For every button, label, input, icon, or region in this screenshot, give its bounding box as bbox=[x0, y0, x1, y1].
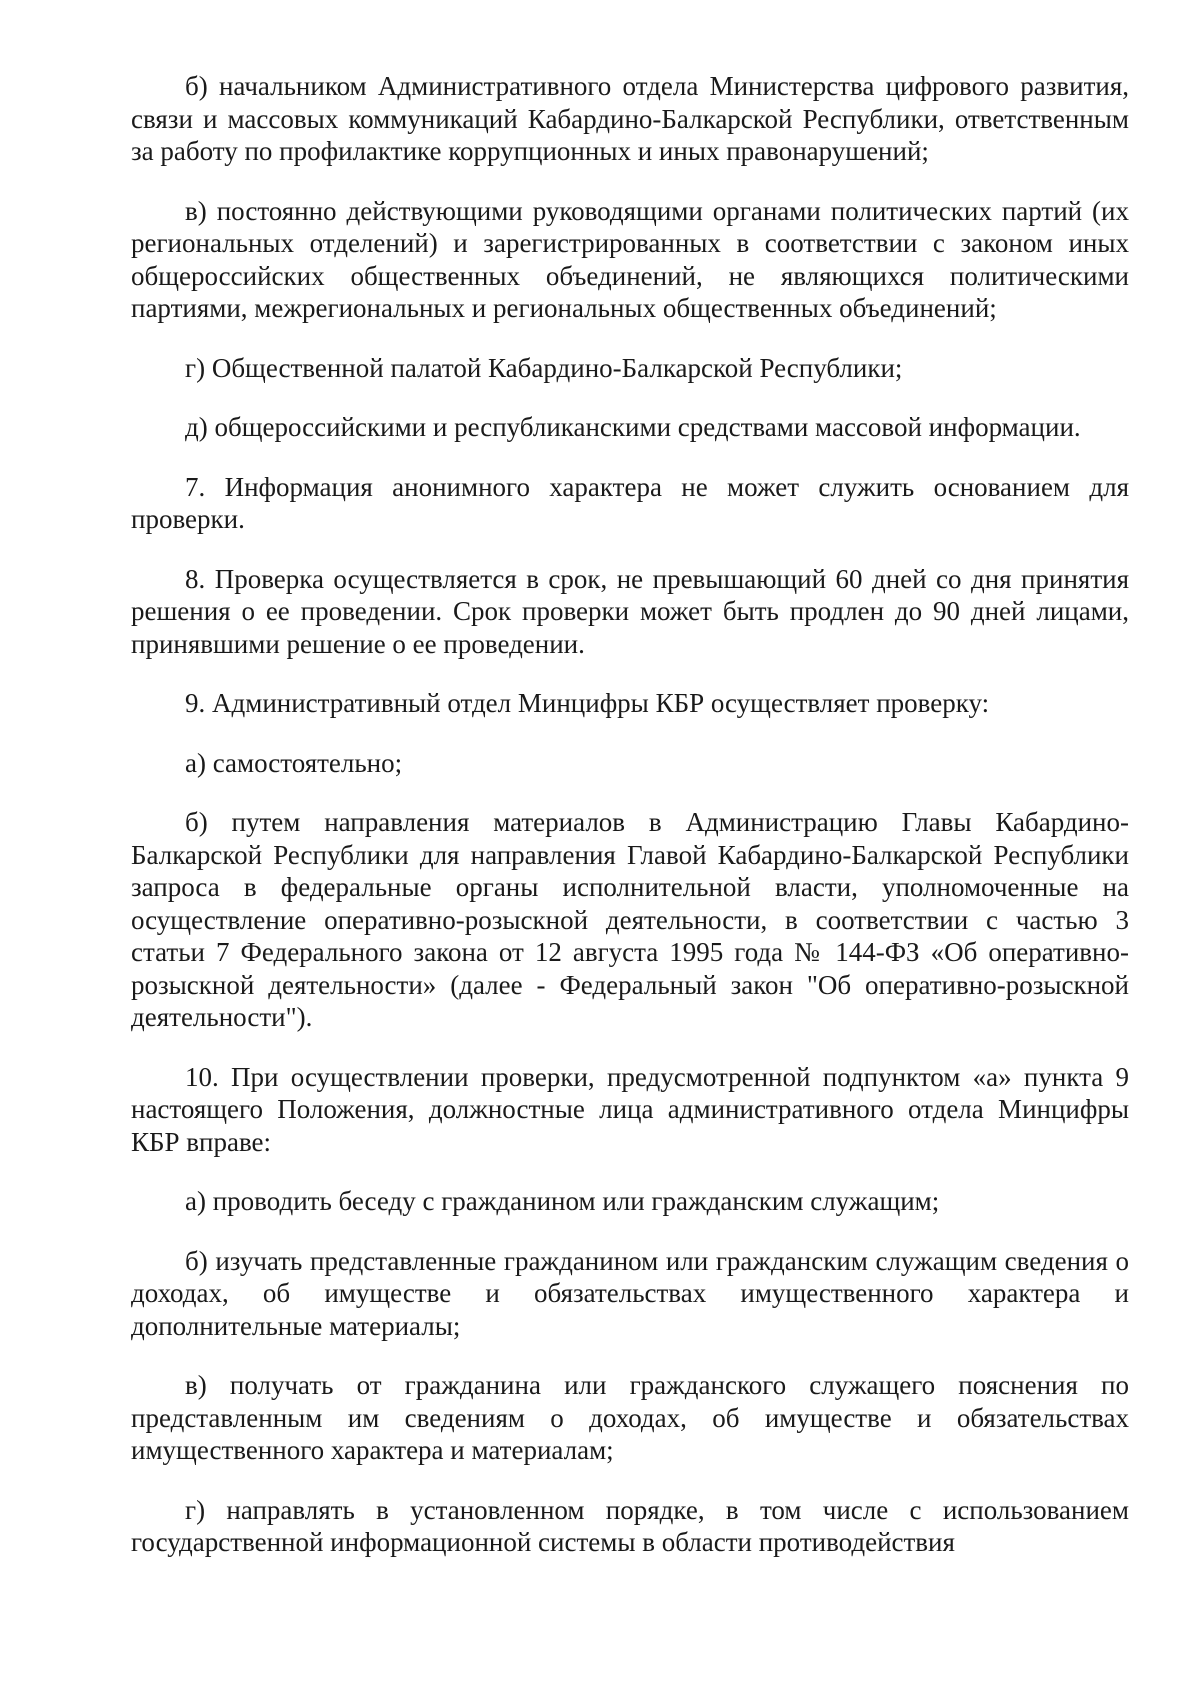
paragraph-d-mass-media: д) общероссийскими и республиканскими средствами массовой информации. bbox=[185, 412, 1081, 442]
paragraph-a-conversation: а) проводить беседу с гражданином или гражданским служащим; bbox=[185, 1186, 940, 1216]
paragraph-9-department-check: 9. Административный отдел Минцифры КБР осуществляет проверку: bbox=[185, 688, 990, 718]
paragraph-7-anonymous-info: 7. Информация анонимного характера не может служить основанием для проверки. bbox=[131, 471, 1129, 534]
paragraph-b-study-information: б) изучать представленные гражданином или гражданским служащим сведения о доходах, об имуществе и обязательствах имущественного характера и дополнительные материалы; bbox=[131, 1245, 1129, 1341]
paragraph-10-officials-rights: 10. При осуществлении проверки, предусмотренной подпунктом «а» пункта 9 настоящего Положения, должностные лица административного отдела Минцифры КБР вправе: bbox=[131, 1061, 1129, 1157]
paragraph-b-send-materials: б) путем направления материалов в Администрацию Главы Кабардино-Балкарской Республики для направления Главой Кабардино-Балкарской Республики запроса в федеральные органы исполнительной власти, уполномоченные на осуществление оперативно-розыскной деятельности, в соответствии с частью 3 статьи 7 Федерального закона от 12 августа 1995 года № 144-ФЗ «Об оперативно-розыскной деятельности» (далее - Федеральный закон "Об оперативно-розыскной деятельности"). bbox=[131, 807, 1129, 1032]
paragraph-8-check-period: 8. Проверка осуществляется в срок, не превышающий 60 дней со дня принятия решения о ее проведении. Срок проверки может быть продлен до 90 дней лицами, принявшими решение о ее проведении. bbox=[131, 563, 1129, 659]
paragraph-g-public-chamber: г) Общественной палатой Кабардино-Балкарской Республики; bbox=[185, 352, 903, 383]
paragraph-v-obtain-explanations: в) получать от гражданина или гражданского служащего пояснения по представленным им сведениям о доходах, об имуществе и обязательствах имущественного характера и материалам; bbox=[131, 1370, 1129, 1465]
paragraph-a-independently: а) самостоятельно; bbox=[185, 747, 403, 778]
paragraph-g-send-requests: г) направлять в установленном порядке, в том числе с использованием государственной информационной системы в области противодействия bbox=[131, 1494, 1129, 1557]
paragraph-v-political-parties: в) постоянно действующими руководящими органами политических партий (их региональных отделений) и зарегистрированных в соответствии с законом иных общероссийских общественных объединений, не являющихся политическими партиями, межрегиональных и региональных общественных объединений; bbox=[131, 195, 1129, 323]
paragraph-b-head-of-department: б) начальником Административного отдела Министерства цифрового развития, связи и массовых коммуникаций Кабардино-Балкарской Республики, ответственным за работу по профилактике коррупционных и иных правонарушений; bbox=[131, 71, 1129, 166]
document-page bbox=[131, 70, 1129, 1559]
